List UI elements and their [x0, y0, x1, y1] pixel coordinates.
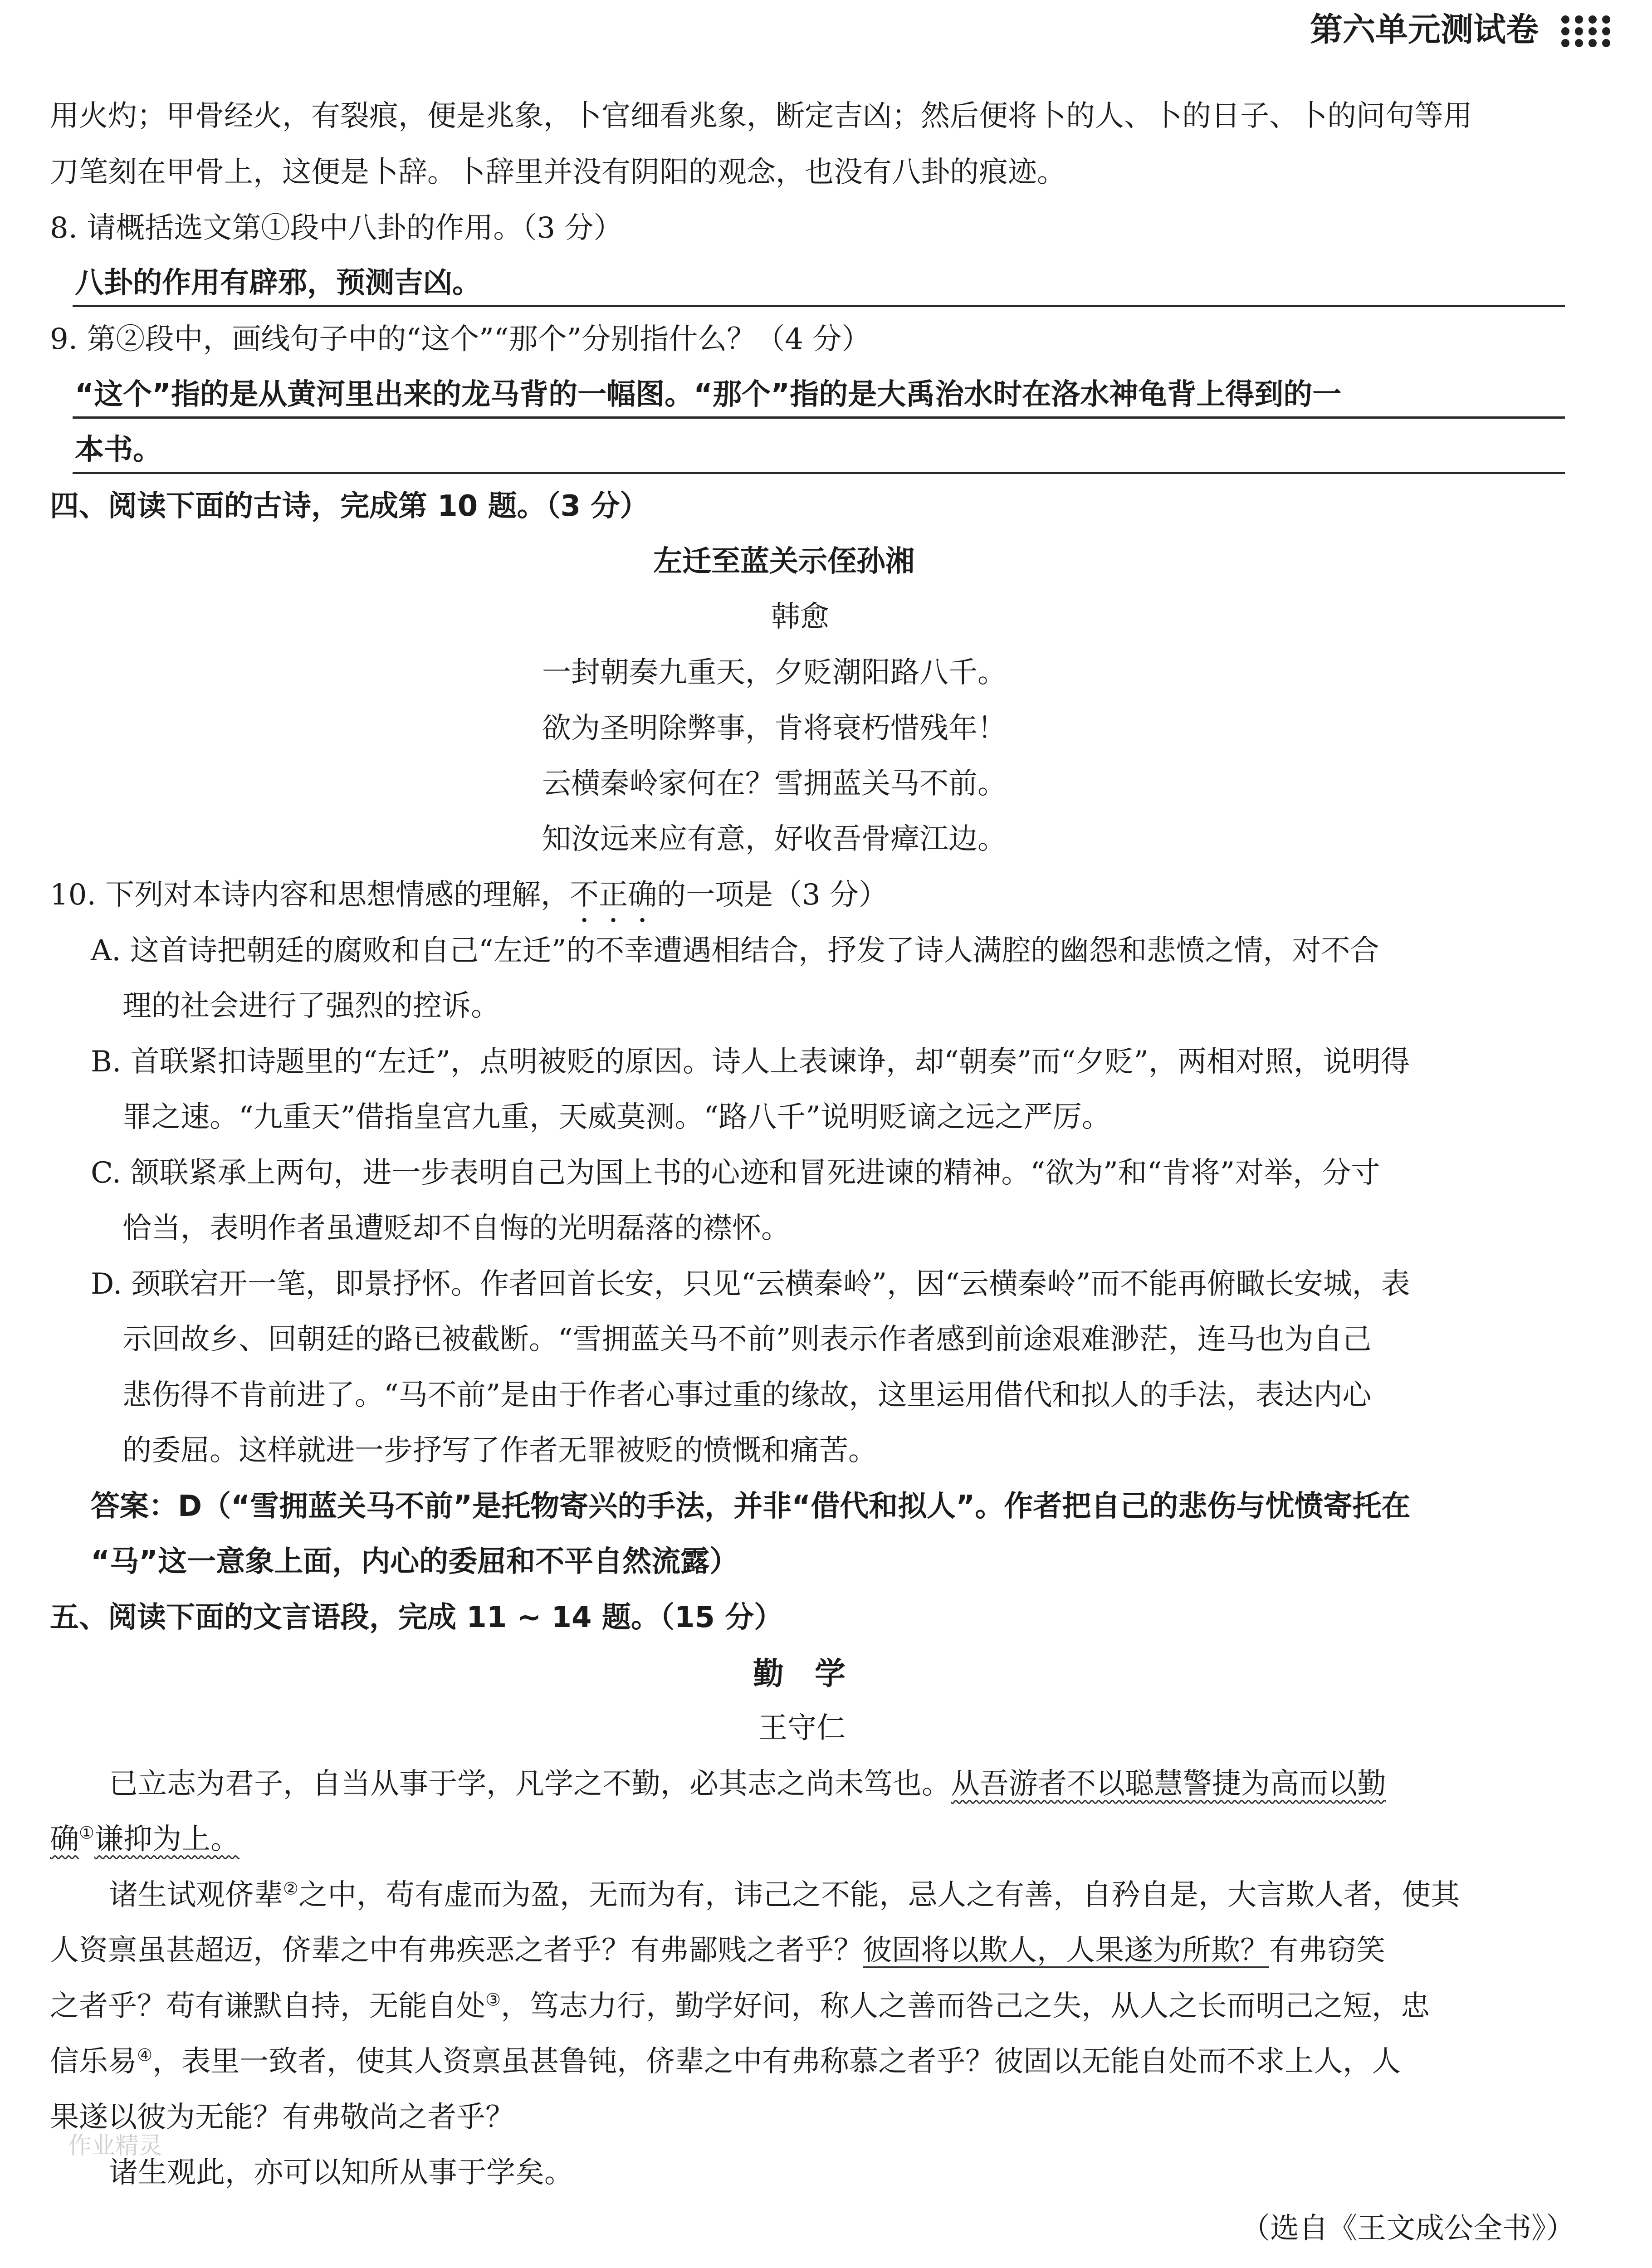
poem-title: 左迁至蓝关示侄孙湘	[653, 545, 914, 578]
watermark: 作业精灵	[68, 2132, 163, 2160]
q8-answer-line	[73, 305, 1565, 307]
section4-heading: 四、阅读下面的古诗，完成第 10 题。（3 分）	[50, 489, 649, 523]
q10-question	[50, 878, 888, 929]
passage-text: 信乐易	[50, 2045, 137, 2078]
footnote-2: ②	[283, 1878, 299, 1899]
passage-p2-line-3	[50, 1989, 1430, 2024]
passage-p1-wavy-1: 从吾游者不以聪慧警捷为高而以勤	[951, 1767, 1386, 1801]
passage-text: 之者乎？苟有谦默自持，无能自处	[50, 1989, 485, 2023]
footnote-1: ①	[79, 1823, 95, 1843]
passage-p2-line-4	[50, 2044, 1401, 2079]
option-d-line-3: 悲伤得不肯前进了。“马不前”是由于作者心事过重的缘故，这里运用借代和拟人的手法，表达内心	[122, 1378, 1372, 1412]
passage-p1-line-2	[50, 1822, 239, 1857]
passage-p3: 诸生观此，亦可以知所从事于学矣。	[109, 2156, 573, 2190]
passage-p1-wavy-3: 谦抑为上。	[94, 1823, 240, 1856]
passage-text: ，表里一致者，使其人资禀虽甚鲁钝，侪辈之中有弗称慕之者乎？彼固以无能自处而不求上人，人	[152, 2045, 1401, 2078]
footnote-4: ④	[137, 2045, 153, 2065]
option-a-line-1: A. 这首诗把朝廷的腐败和自己“左迁”的不幸遭遇相结合，抒发了诗人满腔的幽怨和悲愤之情，对不合	[91, 934, 1379, 968]
passage-text: 之中，苟有虚而为盈，无而为有，讳己之不能，忌人之有善，自矜自是，大言欺人者，使其	[298, 1878, 1460, 1912]
passage-author: 王守仁	[758, 1711, 846, 1745]
q9-answer-line-rule-2	[73, 472, 1565, 474]
dots-icon	[1561, 15, 1612, 47]
intro-line-2: 刀笔刻在甲骨上，这便是卜辞。卜辞里并没有阴阳的观念，也没有八卦的痕迹。	[50, 156, 1066, 189]
poem-line-1: 一封朝奏九重天，夕贬潮阳路八千。	[542, 656, 1007, 689]
passage-text: ，笃志力行，勤学好问，称人之善而咎己之失，从人之长而明己之短，忠	[501, 1989, 1430, 2023]
q9-question: 9. 第②段中，画线句子中的“这个”“那个”分别指什么？（4 分）	[50, 323, 871, 356]
q10-answer-line-1: 答案：D（“雪拥蓝关马不前”是托物寄兴的手法，并非“借代和拟人”。作者把自己的悲伤与忧愤寄托在	[91, 1490, 1411, 1523]
q10-question-post: 的一项是（3 分）	[657, 878, 888, 912]
q10-answer-line-2: “马”这一意象上面，内心的委屈和不平自然流露）	[91, 1545, 739, 1579]
q8-question: 8. 请概括选文第①段中八卦的作用。（3 分）	[50, 211, 623, 245]
option-b-line-2: 罪之速。“九重天”借指皇宫九重，天威莫测。“路八千”说明贬谪之远之严厉。	[122, 1100, 1111, 1134]
footnote-3: ③	[485, 1989, 501, 2010]
passage-p2-line-2	[50, 1933, 1385, 1968]
unit-test-title: 第六单元测试卷	[1310, 10, 1539, 49]
poem-line-2: 欲为圣明除弊事，肯将衰朽惜残年！	[542, 712, 1007, 745]
passage-title: 勤 学	[753, 1656, 846, 1692]
passage-text: 有弗窃笑	[1269, 1934, 1385, 1967]
passage-p2-line-1	[109, 1878, 1460, 1913]
passage-underlined-sentence: 彼固将以欺人，人果遂为所欺？	[863, 1934, 1269, 1967]
passage-p1-plain: 已立志为君子，自当从事于学，凡学之不勤，必其志之尚未笃也。	[109, 1767, 951, 1801]
option-c-line-2: 恰当，表明作者虽遭贬却不自悔的光明磊落的襟怀。	[122, 1212, 790, 1245]
option-a-line-2: 理的社会进行了强烈的控诉。	[122, 989, 500, 1023]
passage-p2-line-5: 果遂以彼为无能？有弗敬尚之者乎？	[50, 2101, 514, 2134]
poem-line-4: 知汝远来应有意，好收吾骨瘴江边。	[542, 822, 1007, 856]
passage-text: 诸生试观侪辈	[109, 1878, 283, 1912]
option-d-line-2: 示回故乡、回朝廷的路已被截断。“雪拥蓝关马不前”则表示作者感到前途艰难渺茫，连马也为自己	[122, 1323, 1372, 1356]
option-d-line-1: D. 颈联宕开一笔，即景抒怀。作者回首长安，只见“云横秦岭”，因“云横秦岭”而不能再俯瞰长安城，表	[91, 1267, 1410, 1301]
q9-answer-line-1: “这个”指的是从黄河里出来的龙马背的一幅图。“那个”指的是大禹治水时在洛水神龟背上得到的一	[75, 378, 1342, 411]
passage-source: （选自《王文成公全书》）	[1241, 2212, 1575, 2245]
poem-line-3: 云横秦岭家何在？雪拥蓝关马不前。	[542, 767, 1007, 801]
q8-answer: 八卦的作用有辟邪，预测吉凶。	[75, 266, 481, 300]
q9-answer-line-rule-1	[73, 416, 1565, 419]
option-d-line-4: 的委屈。这样就进一步抒写了作者无罪被贬的愤慨和痛苦。	[122, 1434, 877, 1467]
q10-question-emph: 不正确	[570, 878, 657, 912]
intro-line-1: 用火灼；甲骨经火，有裂痕，便是兆象，卜官细看兆象，断定吉凶；然后便将卜的人、卜的日子、卜的问句等用	[50, 99, 1472, 133]
passage-p1-wavy-2: 确	[50, 1823, 79, 1856]
passage-p1-line-1	[109, 1767, 1386, 1802]
option-c-line-1: C. 颔联紧承上两句，进一步表明自己为国上书的心迹和冒死进谏的精神。“欲为”和“肯将”对举，分寸	[91, 1156, 1380, 1190]
option-b-line-1: B. 首联紧扣诗题里的“左迁”，点明被贬的原因。诗人上表谏诤，却“朝奏”而“夕贬”，两相对照，说明得	[91, 1045, 1410, 1079]
section5-heading: 五、阅读下面的文言语段，完成 11 ~ 14 题。（15 分）	[50, 1601, 783, 1634]
passage-text: 人资禀虽甚超迈，侪辈之中有弗疾恶之者乎？有弗鄙贱之者乎？	[50, 1934, 863, 1967]
q9-answer-line-2: 本书。	[75, 433, 162, 467]
poem-author: 韩愈	[771, 600, 829, 634]
q10-question-pre: 10. 下列对本诗内容和思想情感的理解，	[50, 878, 570, 912]
